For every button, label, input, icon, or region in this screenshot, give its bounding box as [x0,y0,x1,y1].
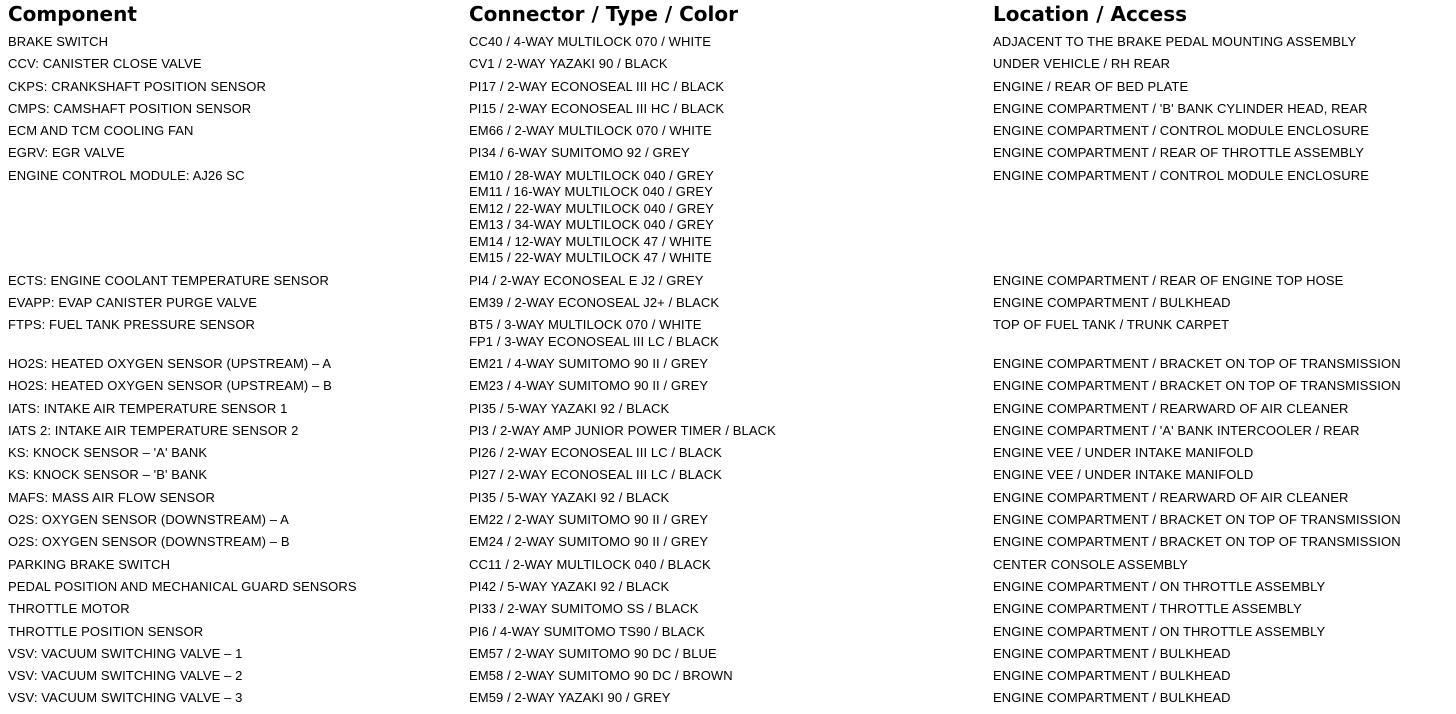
connector-cell [469,534,708,551]
table-row [0,317,1456,356]
component-cell: VSV: VACUUM SWITCHING VALVE – 3 [8,690,243,706]
location-cell: ENGINE COMPARTMENT / BULKHEAD [993,690,1231,706]
table-row [0,123,1456,145]
connector-cell [469,295,719,312]
table-row [0,624,1456,646]
component-cell: IATS 2: INTAKE AIR TEMPERATURE SENSOR 2 [8,422,299,438]
connector-cell [469,356,708,373]
connector-line: EM13 / 34-WAY MULTILOCK 040 / GREY [469,217,714,233]
connector-cell [469,557,711,574]
connector-cell [469,467,722,484]
connector-cell [469,101,724,118]
connector-cell [469,317,719,350]
location-cell: ENGINE COMPARTMENT / BULKHEAD [993,668,1231,684]
component-cell: O2S: OXYGEN SENSOR (DOWNSTREAM) – B [8,534,290,550]
location-cell: ENGINE COMPARTMENT / REARWARD OF AIR CLEANER [993,400,1349,416]
connector-line: EM66 / 2-WAY MULTILOCK 070 / WHITE [469,123,712,139]
connector-line: BT5 / 3-WAY MULTILOCK 070 / WHITE [469,317,702,333]
component-cell: MAFS: MASS AIR FLOW SENSOR [8,489,216,505]
table-row [0,646,1456,668]
component-cell: FTPS: FUEL TANK PRESSURE SENSOR [8,317,256,333]
location-cell: CENTER CONSOLE ASSEMBLY [993,556,1188,572]
component-cell: EVAPP: EVAP CANISTER PURGE VALVE [8,294,258,310]
location-cell: ENGINE COMPARTMENT / BRACKET ON TOP OF TRANSMISSION [993,378,1401,394]
connector-line: EM21 / 4-WAY SUMITOMO 90 II / GREY [469,355,709,371]
connector-cell [469,168,714,267]
component-cell: ECM AND TCM COOLING FAN [8,123,194,139]
connector-cell [469,579,669,596]
connector-cell [469,79,724,96]
connector-cell [469,668,733,685]
connector-line: PI26 / 2-WAY ECONOSEAL III LC / BLACK [469,445,722,461]
location-cell: ENGINE COMPARTMENT / ON THROTTLE ASSEMBLY [993,578,1326,594]
component-cell: CMPS: CAMSHAFT POSITION SENSOR [8,100,252,116]
connector-cell [469,273,703,290]
location-cell: ENGINE COMPARTMENT / BULKHEAD [993,645,1231,661]
table-row [0,557,1456,579]
connector-line: PI17 / 2-WAY ECONOSEAL III HC / BLACK [469,78,725,94]
table-row [0,467,1456,489]
table-row [0,579,1456,601]
connector-line: EM12 / 22-WAY MULTILOCK 040 / GREY [469,200,714,216]
component-cell: PEDAL POSITION AND MECHANICAL GUARD SENSORS [8,578,357,594]
table-row [0,295,1456,317]
table-row [0,423,1456,445]
location-cell: ENGINE COMPARTMENT / BRACKET ON TOP OF TRANSMISSION [993,355,1401,371]
table-row [0,690,1456,712]
table-row [0,273,1456,295]
connector-line: PI35 / 5-WAY YAZAKI 92 / BLACK [469,489,670,505]
component-cell: HO2S: HEATED OXYGEN SENSOR (UPSTREAM) – A [8,355,332,371]
connector-cell [469,378,708,395]
connector-line: PI27 / 2-WAY ECONOSEAL III LC / BLACK [469,467,722,483]
component-column-header: Component [8,2,137,26]
connector-line: CC11 / 2-WAY MULTILOCK 040 / BLACK [469,556,711,572]
location-cell: ENGINE COMPARTMENT / CONTROL MODULE ENCLOSURE [993,167,1370,183]
connector-line: EM11 / 16-WAY MULTILOCK 040 / GREY [469,184,713,200]
location-cell: ENGINE COMPARTMENT / REAR OF THROTTLE ASSEMBLY [993,145,1365,161]
location-cell: ENGINE COMPARTMENT / REAR OF ENGINE TOP HOSE [993,272,1344,288]
connector-line: EM15 / 22-WAY MULTILOCK 47 / WHITE [469,250,712,266]
connector-line: EM10 / 28-WAY MULTILOCK 040 / GREY [469,167,714,183]
connector-cell [469,145,690,162]
component-cell: VSV: VACUUM SWITCHING VALVE – 2 [8,668,243,684]
connector-table [0,34,1456,713]
component-cell: CKPS: CRANKSHAFT POSITION SENSOR [8,78,266,94]
component-cell: VSV: VACUUM SWITCHING VALVE – 1 [8,645,243,661]
connector-line: PI3 / 2-WAY AMP JUNIOR POWER TIMER / BLACK [469,422,776,438]
connector-cell [469,445,722,462]
component-cell: KS: KNOCK SENSOR – 'A' BANK [8,445,208,461]
connector-line: EM24 / 2-WAY SUMITOMO 90 II / GREY [469,534,709,550]
connector-cell [469,624,705,641]
location-cell: ENGINE COMPARTMENT / BRACKET ON TOP OF TRANSMISSION [993,512,1401,528]
location-cell: ENGINE COMPARTMENT / REARWARD OF AIR CLEANER [993,489,1349,505]
connector-cell [469,34,711,51]
connector-cell [469,123,712,140]
connector-line: EM14 / 12-WAY MULTILOCK 47 / WHITE [469,233,712,249]
connector-line: PI33 / 2-WAY SUMITOMO SS / BLACK [469,601,699,617]
connector-line: PI34 / 6-WAY SUMITOMO 92 / GREY [469,145,690,161]
table-row [0,534,1456,556]
component-cell: O2S: OXYGEN SENSOR (DOWNSTREAM) – A [8,512,289,528]
location-cell: ENGINE / REAR OF BED PLATE [993,78,1189,94]
location-cell: ENGINE COMPARTMENT / ON THROTTLE ASSEMBLY [993,623,1326,639]
connector-cell [469,690,671,707]
location-cell: TOP OF FUEL TANK / TRUNK CARPET [993,317,1230,333]
table-row [0,56,1456,78]
location-cell: ENGINE COMPARTMENT / 'B' BANK CYLINDER HEAD, REAR [993,100,1368,116]
location-cell: ENGINE COMPARTMENT / THROTTLE ASSEMBLY [993,601,1302,617]
connector-line: PI6 / 4-WAY SUMITOMO TS90 / BLACK [469,623,705,639]
component-cell: EGRV: EGR VALVE [8,145,125,161]
location-cell: ENGINE COMPARTMENT / 'A' BANK INTERCOOLER / REAR [993,422,1360,438]
location-cell: ENGINE VEE / UNDER INTAKE MANIFOLD [993,445,1254,461]
component-cell: HO2S: HEATED OXYGEN SENSOR (UPSTREAM) – B [8,378,332,394]
table-row [0,101,1456,123]
connector-line: EM39 / 2-WAY ECONOSEAL J2+ / BLACK [469,294,720,310]
component-cell: IATS: INTAKE AIR TEMPERATURE SENSOR 1 [8,400,288,416]
table-row [0,668,1456,690]
table-row [0,490,1456,512]
location-cell: UNDER VEHICLE / RH REAR [993,56,1171,72]
connector-line: EM57 / 2-WAY SUMITOMO 90 DC / BLUE [469,645,717,661]
table-row [0,445,1456,467]
connector-cell [469,423,776,440]
component-cell: ECTS: ENGINE COOLANT TEMPERATURE SENSOR [8,272,330,288]
connector-line: CV1 / 2-WAY YAZAKI 90 / BLACK [469,56,668,72]
table-row [0,356,1456,378]
component-cell: THROTTLE MOTOR [8,601,130,617]
connector-cell [469,601,699,618]
connector-line: EM23 / 4-WAY SUMITOMO 90 II / GREY [469,378,709,394]
table-row [0,512,1456,534]
connector-line: CC40 / 4-WAY MULTILOCK 070 / WHITE [469,34,712,49]
location-cell: ENGINE COMPARTMENT / BULKHEAD [993,294,1231,310]
connector-line: PI4 / 2-WAY ECONOSEAL E J2 / GREY [469,272,704,288]
connector-line: EM22 / 2-WAY SUMITOMO 90 II / GREY [469,512,709,528]
table-row [0,145,1456,167]
table-row [0,34,1456,56]
connector-column-header: Connector / Type / Color [469,2,739,26]
connector-line: PI15 / 2-WAY ECONOSEAL III HC / BLACK [469,100,725,116]
component-cell: PARKING BRAKE SWITCH [8,556,171,572]
table-row [0,168,1456,273]
location-column-header: Location / Access [993,2,1188,26]
location-cell: ADJACENT TO THE BRAKE PEDAL MOUNTING ASSEMBLY [993,34,1357,49]
table-row [0,401,1456,423]
connector-line: FP1 / 3-WAY ECONOSEAL III LC / BLACK [469,333,719,349]
connector-cell [469,401,669,418]
table-row [0,601,1456,623]
table-row [0,378,1456,400]
connector-line: PI35 / 5-WAY YAZAKI 92 / BLACK [469,400,670,416]
connector-line: PI42 / 5-WAY YAZAKI 92 / BLACK [469,578,670,594]
connector-cell [469,512,708,529]
component-cell: BRAKE SWITCH [8,34,109,49]
component-cell: THROTTLE POSITION SENSOR [8,623,204,639]
connector-line: EM58 / 2-WAY SUMITOMO 90 DC / BROWN [469,668,733,684]
location-cell: ENGINE COMPARTMENT / CONTROL MODULE ENCLOSURE [993,123,1370,139]
table-row [0,79,1456,101]
connector-cell [469,490,669,507]
component-cell: KS: KNOCK SENSOR – 'B' BANK [8,467,208,483]
connector-line: EM59 / 2-WAY YAZAKI 90 / GREY [469,690,671,706]
location-cell: ENGINE COMPARTMENT / BRACKET ON TOP OF TRANSMISSION [993,534,1401,550]
connector-cell [469,56,668,73]
location-cell: ENGINE VEE / UNDER INTAKE MANIFOLD [993,467,1254,483]
component-cell: ENGINE CONTROL MODULE: AJ26 SC [8,167,245,183]
connector-cell [469,646,717,663]
component-cell: CCV: CANISTER CLOSE VALVE [8,56,202,72]
